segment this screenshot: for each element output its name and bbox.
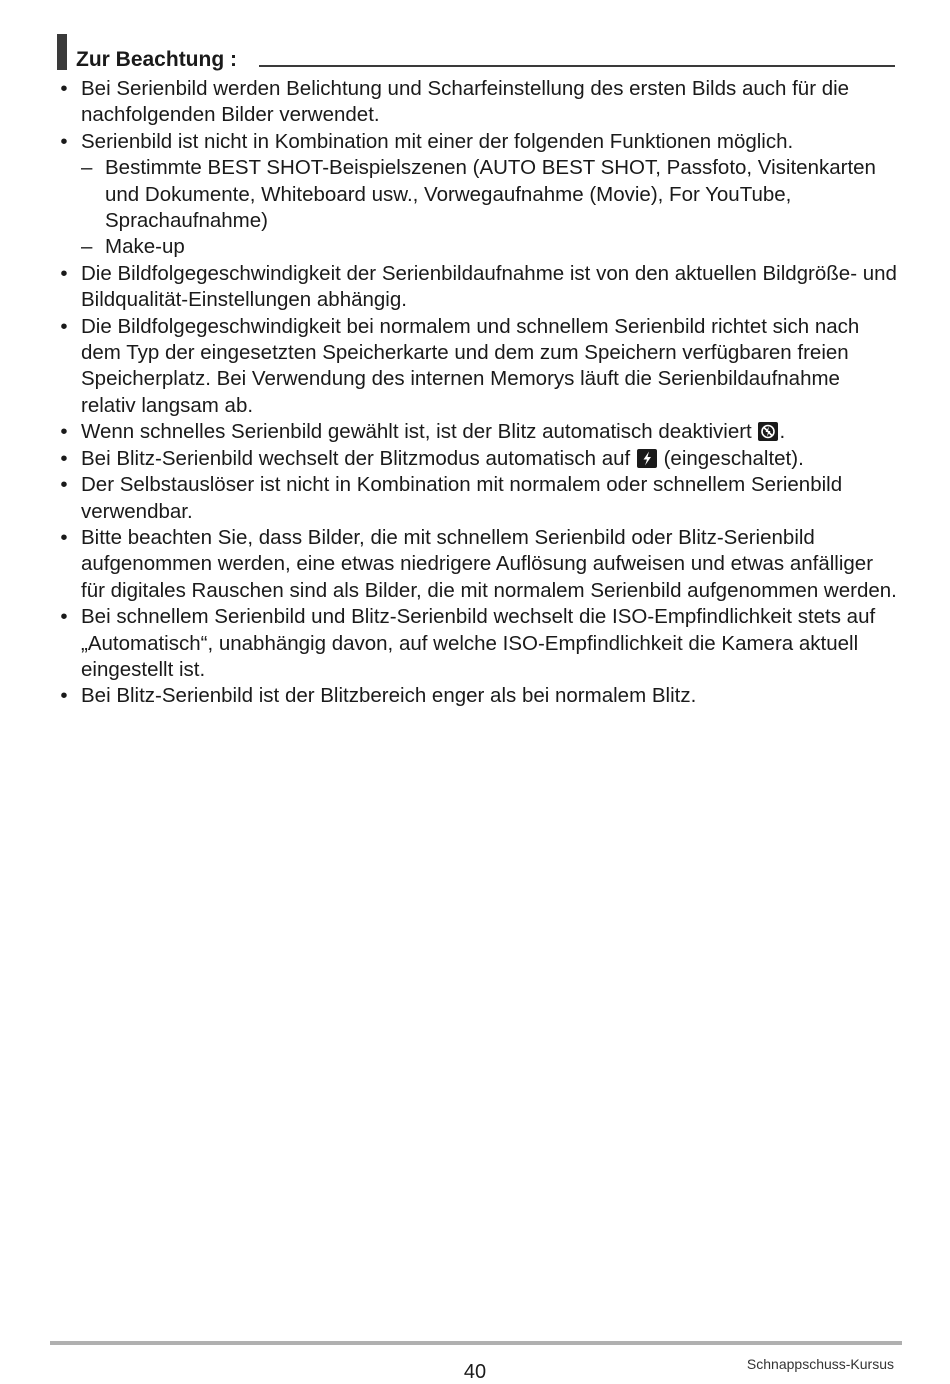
- list-item-text: Bei Blitz-Serienbild wechselt der Blitzmodus automatisch auf: [81, 446, 631, 470]
- list-item-text: Bitte beachten Sie, dass Bilder, die mit schnellem Serienbild oder Blitz-Serienbild aufgenommen werden, eine etwas niedrigere Auflösung aufweisen und etwas anfälliger für digitales Rauschen sind als Bilder, die mit normalem Serienbild aufgenommen werden.: [81, 525, 897, 602]
- sub-list-item: [81, 234, 897, 260]
- bullet-marker: •: [60, 684, 68, 708]
- list-item-text: Der Selbstauslöser ist nicht in Kombination mit normalem oder schnellem Serienbild verwendbar.: [81, 473, 843, 523]
- dash-marker: –: [81, 156, 93, 180]
- sub-list-item: [81, 155, 897, 234]
- section-name: Schnappschuss-Kursus: [746, 1356, 894, 1372]
- bullet-marker: •: [60, 473, 68, 497]
- list-item: [57, 76, 897, 129]
- note-rule: [259, 65, 895, 67]
- dash-marker: –: [81, 235, 93, 259]
- bullet-marker: •: [60, 605, 68, 629]
- list-item-text: Serienbild ist nicht in Kombination mit einer der folgenden Funktionen möglich.: [81, 129, 794, 153]
- bullet-marker: •: [60, 77, 68, 100]
- list-item: [57, 683, 897, 709]
- list-item: [57, 525, 897, 604]
- flash-off-icon: [758, 422, 778, 441]
- bullet-marker: •: [60, 420, 68, 444]
- note-content: [57, 76, 897, 710]
- list-item: [57, 261, 897, 314]
- list-item-text: Wenn schnelles Serienbild gewählt ist, ist der Blitz automatisch deaktiviert: [81, 420, 752, 444]
- list-item: [57, 446, 897, 472]
- list-item-text: Die Bildfolgegeschwindigkeit der Serienbildaufnahme ist von den aktuellen Bildgröße- und Bildqualität-Einstellungen abhängig.: [81, 261, 897, 312]
- list-item: [57, 314, 897, 420]
- list-item-text: Bei Blitz-Serienbild ist der Blitzbereich enger als bei normalem Blitz.: [81, 684, 697, 708]
- list-item: [57, 419, 897, 445]
- bullet-marker: •: [60, 261, 68, 285]
- footer-rule: [50, 1341, 902, 1345]
- bullet-list: [57, 76, 897, 710]
- bullet-marker: •: [60, 314, 68, 338]
- bullet-marker: •: [60, 129, 68, 153]
- sub-list: [81, 155, 897, 261]
- list-item-text-end: (eingeschaltet).: [657, 446, 804, 470]
- list-item: [57, 472, 897, 525]
- note-marker-bar: [57, 34, 67, 70]
- page-number: 40: [463, 1361, 487, 1383]
- note-header: [57, 34, 895, 70]
- bullet-marker: •: [60, 525, 68, 549]
- flash-on-icon: [637, 449, 657, 468]
- sub-list-item-text: Bestimmte BEST SHOT-Beispielszenen (AUTO BEST SHOT, Passfoto, Visitenkarten und Dokumente, Whiteboard usw., Vorwegaufnahme (Movie), For YouTube, Sprachaufnahme): [105, 156, 876, 233]
- sub-list-item-text: Make-up: [105, 235, 185, 259]
- list-item: [57, 129, 897, 261]
- note-title: Zur Beachtung :: [76, 48, 237, 71]
- list-item-text: Bei schnellem Serienbild und Blitz-Serienbild wechselt die ISO-Empfindlichkeit stets auf „Automatisch“, unabhängig davon, auf welche ISO-Empfindlichkeit die Kamera aktuell eingestellt ist.: [81, 605, 876, 681]
- list-item-text-end: .: [779, 420, 786, 444]
- bullet-marker: •: [60, 446, 68, 470]
- list-item-text: Die Bildfolgegeschwindigkeit bei normalem und schnellem Serienbild richtet sich nach dem Typ der eingesetzten Speicherkarte und dem zum Speichern verfügbaren freien Speicherplatz. Bei Verwendung des internen Memorys läuft die Serienbildaufnahme relativ langsam ab.: [81, 314, 860, 417]
- list-item-text: Bei Serienbild werden Belichtung und Scharfeinstellung des ersten Bilds auch für die nachfolgenden Bilder verwendet.: [81, 77, 850, 127]
- list-item: [57, 604, 897, 683]
